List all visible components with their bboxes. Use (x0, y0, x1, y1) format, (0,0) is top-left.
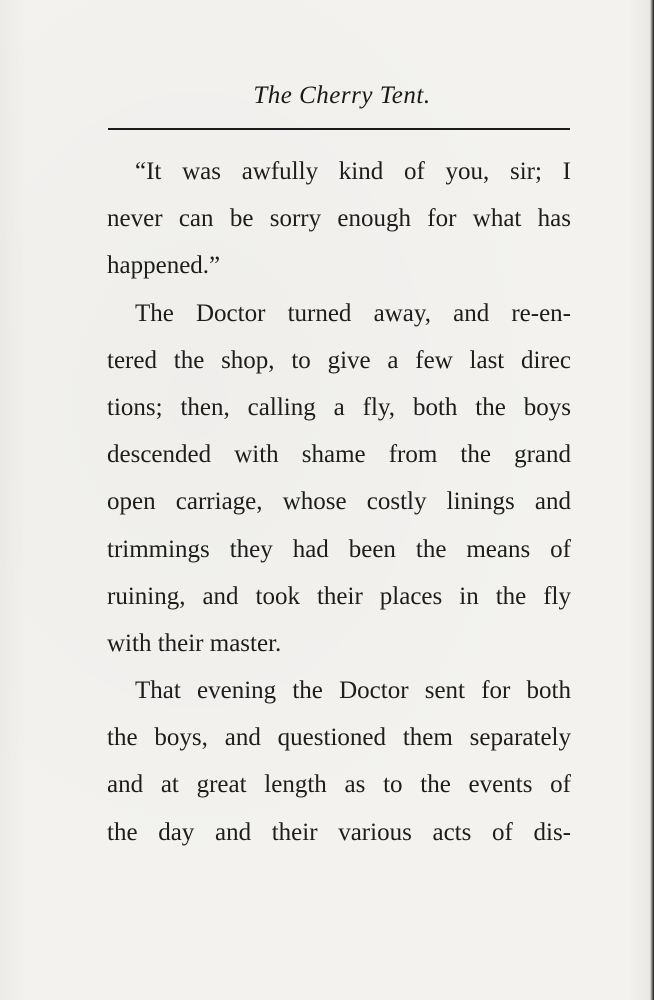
text-line: open carriage, whose costly linings and (107, 488, 571, 516)
text-line: with their master. (107, 629, 282, 657)
text-line: happened.” (107, 252, 221, 280)
text-line: “It was awfully kind of you, sir; I (135, 158, 571, 185)
text-line: The Doctor turned away, and re-en- (135, 299, 571, 327)
text-line: the day and their various acts of dis- (107, 818, 571, 846)
running-head: The Cherry Tent. (253, 82, 431, 109)
text-line: ruining, and took their places in the fly (107, 582, 571, 610)
text-line: and at great length as to the events of (107, 771, 571, 799)
text-line: never can be sorry enough for what has (107, 205, 571, 233)
header-rule (108, 128, 570, 130)
text-line: tions; then, calling a fly, both the boys (107, 393, 571, 421)
body-text (107, 148, 571, 856)
text-line: descended with shame from the grand (107, 441, 571, 469)
text-line: the boys, and questioned them separately (107, 724, 571, 752)
text-line: trimmings they had been the means of (107, 535, 571, 563)
text-line: That evening the Doctor sent for both (135, 677, 571, 705)
page-edge (650, 0, 654, 1000)
text-line: tered the shop, to give a few last direc (107, 346, 571, 374)
